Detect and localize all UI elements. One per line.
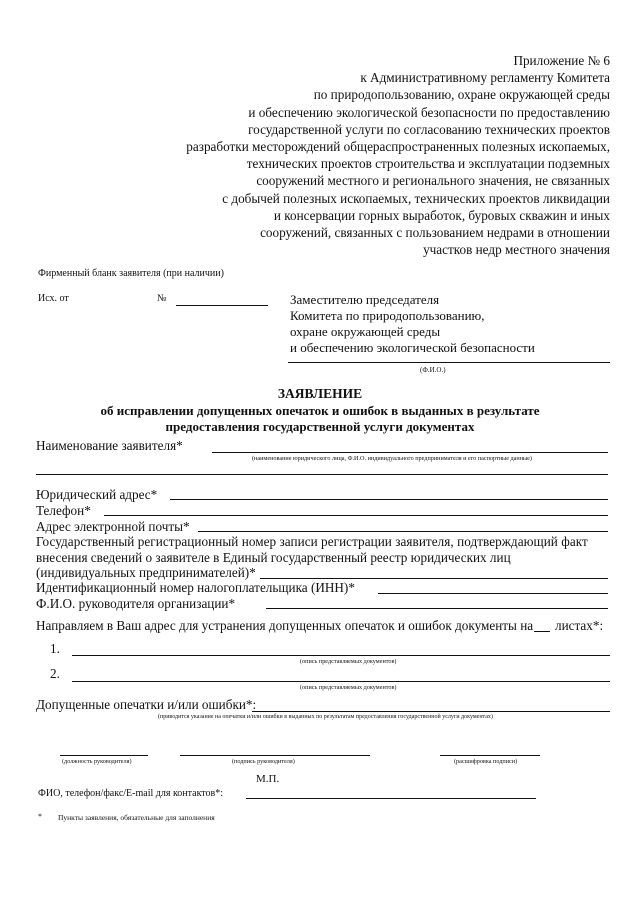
errors-label: Допущенные опечатки и/или ошибки*: [36, 697, 257, 712]
reg-number-label-line3: (индивидуальных предпринимателей)* [36, 565, 256, 580]
inn-line[interactable] [378, 593, 608, 594]
position-line[interactable] [60, 755, 148, 756]
document-title: ЗАЯВЛЕНИЕ [277, 386, 363, 401]
appendix-line: по природопользованию, охране окружающей среды [313, 87, 610, 103]
appendix-line: к Административному регламенту Комитета [360, 70, 610, 86]
reg-number-label-line1: Государственный регистрационный номер записи регистрации заявителя, подтверждающий факт [36, 534, 588, 549]
footnote-text: Пункты заявления, обязательные для заполнения [58, 813, 215, 822]
applicant-name-caption: (наименование юридического лица, Ф.И.О. индивидуального предпринимателя и его паспортные данные) [252, 455, 532, 462]
errors-caption: (приводится указание на опечатки и/или ошибки в выданных по результатам предоставления государственной услуги документах) [158, 714, 493, 720]
outgoing-number-label: № [157, 293, 167, 304]
applicant-name-line-2[interactable] [36, 474, 608, 475]
document-item-number: 1. [50, 641, 60, 656]
email-label: Адрес электронной почты* [36, 519, 190, 534]
outgoing-number-line[interactable] [176, 305, 268, 306]
document-subtitle-line1: об исправлении допущенных опечаток и ошибок в выданных в результате [100, 403, 540, 418]
addressee-block [290, 292, 535, 356]
signature-caption: (подпись руководителя) [232, 758, 295, 765]
documents-intro: Направляем в Ваш адрес для устранения допущенных опечаток и ошибок документы на [36, 618, 534, 633]
applicant-name-label: Наименование заявителя* [36, 438, 183, 453]
document-item-caption: (опись представляемых документов) [300, 684, 397, 691]
appendix-line: и обеспечению экологической безопасности по предоставлению [248, 104, 610, 120]
head-fio-line[interactable] [266, 608, 608, 609]
appendix-line: и консервации горных выработок, буровых скважин и иных [273, 207, 610, 223]
decode-line[interactable] [440, 755, 540, 756]
document-item-number: 2. [50, 666, 60, 681]
applicant-name-line[interactable] [212, 452, 608, 453]
addressee-line: Заместителю председателя [290, 292, 440, 307]
email-line[interactable] [198, 531, 608, 532]
phone-label: Телефон* [36, 503, 91, 518]
phone-line[interactable] [104, 515, 608, 516]
footnote-mark: * [38, 812, 42, 821]
addressee-fio-line[interactable] [288, 362, 610, 363]
sheets-count-line[interactable] [534, 631, 550, 632]
document-item-line[interactable] [72, 655, 610, 656]
errors-line[interactable] [252, 711, 610, 712]
appendix-line: сооружений, связанных с пользованием недрами в отношении [260, 225, 610, 241]
addressee-line: Комитета по природопользованию, [290, 308, 485, 323]
appendix-line: участков недр местного значения [423, 242, 610, 258]
reg-number-label-line2: внесения сведений о заявителе в Единый государственный реестр юридических лиц [36, 550, 511, 565]
head-fio-label: Ф.И.О. руководителя организации* [36, 596, 236, 611]
appendix-line: технических проектов строительства и эксплуатации подземных [246, 156, 610, 172]
appendix-header [170, 52, 610, 258]
letterhead-note: Фирменный бланк заявителя (при наличии) [38, 268, 224, 279]
legal-address-line[interactable] [170, 499, 608, 500]
appendix-line: сооружений местного и регионального значения, не связанных [256, 173, 610, 189]
decode-caption: (расшифровка подписи) [454, 758, 518, 765]
appendix-line: с добычей полезных ископаемых, технических проектов ликвидации [222, 190, 610, 206]
outgoing-date-label: Исх. от [38, 293, 69, 304]
document-item-caption: (опись представляемых документов) [300, 658, 397, 665]
reg-number-line[interactable] [260, 578, 608, 579]
addressee-line: охране окружающей среды [290, 324, 441, 339]
position-caption: (должность руководителя) [62, 758, 132, 765]
document-item-line[interactable] [72, 681, 610, 682]
contacts-line[interactable] [246, 798, 536, 799]
appendix-line: Приложение № 6 [513, 53, 610, 68]
sheets-label: листах*: [555, 618, 604, 633]
fio-caption: (Ф.И.О.) [420, 366, 446, 374]
document-subtitle-line2: предоставления государственной услуги документах [165, 419, 475, 434]
contacts-label: ФИО, телефон/факс/E-mail для контактов*: [38, 788, 224, 799]
stamp-label: М.П. [256, 773, 280, 785]
appendix-line: разработки месторождений общераспространенных полезных ископаемых, [186, 139, 610, 155]
legal-address-label: Юридический адрес* [36, 487, 158, 502]
appendix-line: государственной услуги по согласованию технических проектов [248, 121, 610, 137]
addressee-line: и обеспечению экологической безопасности [290, 340, 535, 355]
inn-label: Идентификационный номер налогоплательщика (ИНН)* [36, 580, 355, 595]
signature-line[interactable] [180, 755, 370, 756]
